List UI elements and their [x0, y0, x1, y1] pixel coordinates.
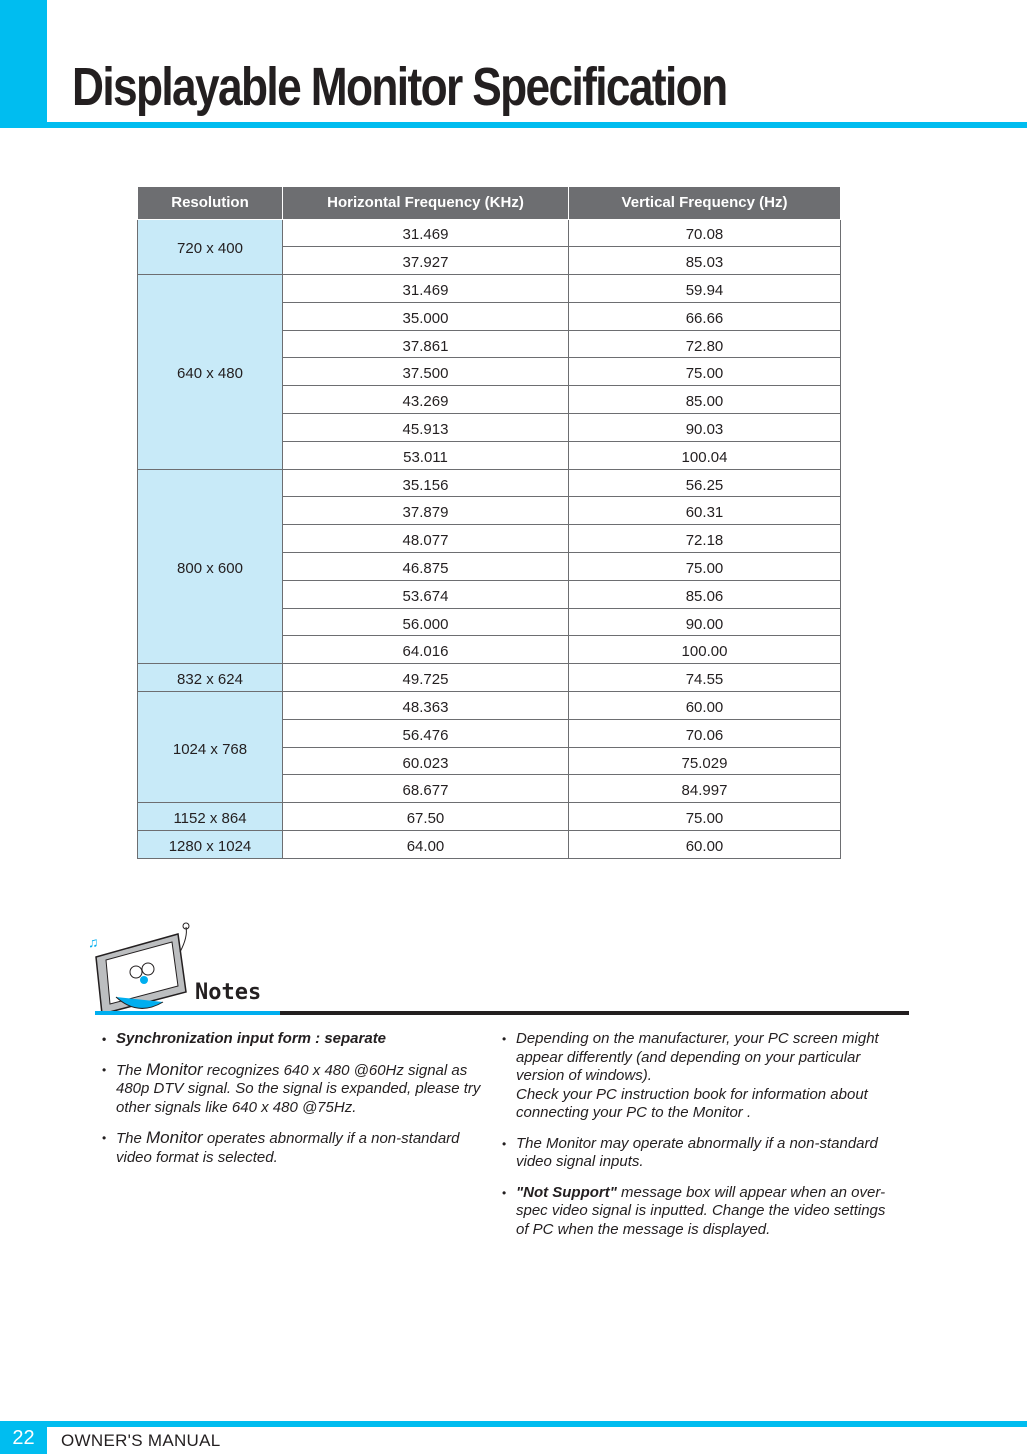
- resolution-cell: 1024 x 768: [138, 692, 283, 803]
- horizontal-frequency-cell: 56.476: [283, 719, 569, 747]
- vertical-frequency-cell: 59.94: [569, 275, 841, 303]
- vertical-frequency-cell: 75.00: [569, 803, 841, 831]
- vertical-frequency-cell: 90.03: [569, 414, 841, 442]
- vertical-frequency-cell: 60.00: [569, 692, 841, 720]
- resolution-cell: 800 x 600: [138, 469, 283, 664]
- resolution-cell: 1152 x 864: [138, 803, 283, 831]
- vertical-frequency-cell: 75.00: [569, 553, 841, 581]
- table-row: [138, 803, 841, 831]
- horizontal-frequency-cell: 31.469: [283, 219, 569, 247]
- horizontal-frequency-cell: 31.469: [283, 275, 569, 303]
- horizontal-frequency-cell: 49.725: [283, 664, 569, 692]
- note-text: Monitor: [146, 1128, 203, 1147]
- horizontal-frequency-cell: 48.363: [283, 692, 569, 720]
- page-number: 22: [0, 1421, 47, 1454]
- resolution-cell: 640 x 480: [138, 275, 283, 470]
- table-row: [138, 469, 841, 497]
- horizontal-frequency-cell: 43.269: [283, 386, 569, 414]
- horizontal-frequency-cell: 64.016: [283, 636, 569, 664]
- note-text: message box will appear when an over-spec video signal is inputted. Change the video settings of PC when the message is displayed.: [516, 1183, 886, 1238]
- page-title: Displayable Monitor Specification: [72, 57, 727, 117]
- note-item: • The Monitor may operate abnormally if a non-standard video signal inputs.: [502, 1135, 902, 1172]
- vertical-frequency-cell: 84.997: [569, 775, 841, 803]
- horizontal-frequency-cell: 35.156: [283, 469, 569, 497]
- footer-label: OWNER'S MANUAL: [61, 1431, 221, 1450]
- accent-sidebar: [0, 0, 47, 128]
- vertical-frequency-cell: 85.06: [569, 580, 841, 608]
- note-text: The: [116, 1130, 147, 1147]
- spec-table: [137, 187, 841, 859]
- horizontal-frequency-cell: 67.50: [283, 803, 569, 831]
- note-text: Check your PC instruction book for information about connecting your PC to the Monitor .: [516, 1085, 868, 1121]
- table-row: [138, 664, 841, 692]
- resolution-cell: 832 x 624: [138, 664, 283, 692]
- note-item: [102, 1061, 482, 1118]
- column-header-horizontal: Horizontal Frequency (KHz): [283, 187, 569, 219]
- table-row: [138, 692, 841, 720]
- horizontal-frequency-cell: 45.913: [283, 414, 569, 442]
- vertical-frequency-cell: 85.03: [569, 247, 841, 275]
- note-item: [502, 1030, 902, 1123]
- resolution-cell: 1280 x 1024: [138, 831, 283, 859]
- vertical-frequency-cell: 60.00: [569, 831, 841, 859]
- notes-heading: Notes: [195, 980, 262, 1005]
- vertical-frequency-cell: 72.80: [569, 330, 841, 358]
- notes-right-column: [502, 1030, 902, 1251]
- horizontal-frequency-cell: 37.500: [283, 358, 569, 386]
- horizontal-frequency-cell: 53.674: [283, 580, 569, 608]
- vertical-frequency-cell: 100.04: [569, 441, 841, 469]
- note-text: "Not Support": [516, 1183, 617, 1201]
- vertical-frequency-cell: 66.66: [569, 302, 841, 330]
- horizontal-frequency-cell: 37.927: [283, 247, 569, 275]
- vertical-frequency-cell: 75.029: [569, 747, 841, 775]
- vertical-frequency-cell: 70.06: [569, 719, 841, 747]
- note-text: recognizes 640 x 480 @60Hz signal as 480p DTV signal. So the signal is expanded, please try other signals like 640 x 480 @75Hz.: [116, 1061, 481, 1116]
- vertical-frequency-cell: 60.31: [569, 497, 841, 525]
- music-note-icon: ♫: [88, 934, 99, 950]
- horizontal-frequency-cell: 37.879: [283, 497, 569, 525]
- vertical-frequency-cell: 90.00: [569, 608, 841, 636]
- column-header-vertical: Vertical Frequency (Hz): [569, 187, 841, 219]
- vertical-frequency-cell: 85.00: [569, 386, 841, 414]
- vertical-frequency-cell: 74.55: [569, 664, 841, 692]
- note-item: [502, 1184, 902, 1240]
- vertical-frequency-cell: 100.00: [569, 636, 841, 664]
- horizontal-frequency-cell: 48.077: [283, 525, 569, 553]
- horizontal-frequency-cell: 60.023: [283, 747, 569, 775]
- note-item: [102, 1129, 482, 1167]
- note-text: Monitor: [146, 1059, 203, 1079]
- horizontal-frequency-cell: 56.000: [283, 608, 569, 636]
- table-row: [138, 831, 841, 859]
- horizontal-frequency-cell: 64.00: [283, 831, 569, 859]
- note-text: operates abnormally if a non-standard video format is selected.: [116, 1130, 460, 1166]
- table-row: [138, 219, 841, 247]
- vertical-frequency-cell: 70.08: [569, 219, 841, 247]
- footer-rule: [0, 1421, 1027, 1427]
- vertical-frequency-cell: 56.25: [569, 469, 841, 497]
- table-row: [138, 275, 841, 303]
- vertical-frequency-cell: 72.18: [569, 525, 841, 553]
- vertical-frequency-cell: 75.00: [569, 358, 841, 386]
- note-text: The: [116, 1061, 147, 1079]
- horizontal-frequency-cell: 35.000: [283, 302, 569, 330]
- column-header-resolution: Resolution: [138, 187, 283, 219]
- notes-left-column: [102, 1030, 482, 1179]
- monitor-mascot-icon: [88, 922, 208, 1017]
- notes-rule-accent: [95, 1011, 280, 1015]
- horizontal-frequency-cell: 53.011: [283, 441, 569, 469]
- resolution-cell: 720 x 400: [138, 219, 283, 275]
- note-item: • Synchronization input form : separate: [102, 1030, 482, 1049]
- note-text: Depending on the manufacturer, your PC screen might appear differently (and depending on your particular version of windows).: [516, 1030, 879, 1084]
- horizontal-frequency-cell: 46.875: [283, 553, 569, 581]
- horizontal-frequency-cell: 37.861: [283, 330, 569, 358]
- horizontal-frequency-cell: 68.677: [283, 775, 569, 803]
- title-rule: [0, 122, 1027, 128]
